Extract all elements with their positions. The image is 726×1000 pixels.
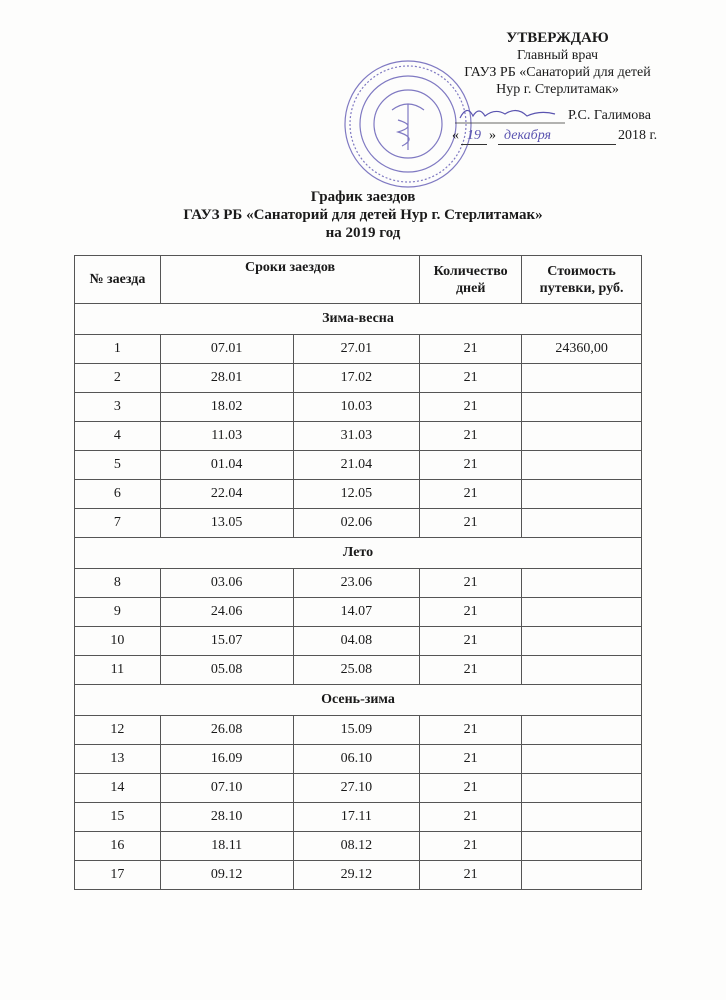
- cell-days: 21: [420, 364, 522, 393]
- cell-end: 08.12: [293, 832, 420, 861]
- header-price: Стоимость путевки, руб.: [522, 256, 642, 304]
- table-row: [75, 745, 642, 774]
- signature: [455, 102, 565, 124]
- table-row: [75, 451, 642, 480]
- cell-start: 07.10: [160, 774, 293, 803]
- cell-start: 22.04: [160, 480, 293, 509]
- cell-end: 29.12: [293, 861, 420, 890]
- signer-name: Р.С. Галимова: [568, 108, 651, 123]
- cell-end: 04.08: [293, 627, 420, 656]
- approval-date: [452, 128, 657, 145]
- stamp-seal: [342, 58, 474, 190]
- cell-price: [522, 774, 642, 803]
- cell-start: 13.05: [160, 509, 293, 538]
- table-row: [75, 861, 642, 890]
- cell-num: 7: [75, 509, 161, 538]
- cell-end: 02.06: [293, 509, 420, 538]
- date-day: 19: [461, 128, 487, 145]
- quote-open: «: [452, 128, 459, 143]
- table-row: [75, 716, 642, 745]
- table-header-row: [75, 256, 642, 304]
- cell-num: 10: [75, 627, 161, 656]
- cell-num: 2: [75, 364, 161, 393]
- table-row: [75, 832, 642, 861]
- approval-block: [440, 30, 675, 98]
- cell-days: 21: [420, 774, 522, 803]
- cell-end: 21.04: [293, 451, 420, 480]
- title-line2: ГАУЗ РБ «Санаторий для детей Нур г. Стерлитамак»: [183, 207, 543, 223]
- cell-price: [522, 393, 642, 422]
- cell-num: 3: [75, 393, 161, 422]
- cell-price: [522, 861, 642, 890]
- table-row: [75, 480, 642, 509]
- cell-start: 01.04: [160, 451, 293, 480]
- cell-start: 05.08: [160, 656, 293, 685]
- document-title: [0, 188, 726, 242]
- cell-num: 14: [75, 774, 161, 803]
- title-line3: на 2019 год: [325, 225, 401, 241]
- approval-org-line1: ГАУЗ РБ «Санаторий для детей: [464, 65, 651, 80]
- table-row: [75, 509, 642, 538]
- cell-end: 15.09: [293, 716, 420, 745]
- header-num: № заезда: [75, 256, 161, 304]
- cell-price: [522, 422, 642, 451]
- cell-price: 24360,00: [522, 335, 642, 364]
- section-row: [75, 538, 642, 569]
- cell-end: 27.01: [293, 335, 420, 364]
- cell-days: 21: [420, 627, 522, 656]
- cell-num: 11: [75, 656, 161, 685]
- cell-price: [522, 451, 642, 480]
- cell-days: 21: [420, 569, 522, 598]
- cell-start: 07.01: [160, 335, 293, 364]
- cell-end: 14.07: [293, 598, 420, 627]
- cell-start: 16.09: [160, 745, 293, 774]
- section-row: [75, 685, 642, 716]
- cell-start: 09.12: [160, 861, 293, 890]
- cell-end: 12.05: [293, 480, 420, 509]
- table-row: [75, 803, 642, 832]
- cell-price: [522, 716, 642, 745]
- cell-end: 25.08: [293, 656, 420, 685]
- cell-start: 15.07: [160, 627, 293, 656]
- cell-days: 21: [420, 451, 522, 480]
- cell-days: 21: [420, 716, 522, 745]
- cell-days: 21: [420, 745, 522, 774]
- cell-days: 21: [420, 832, 522, 861]
- table-row: [75, 364, 642, 393]
- table-row: [75, 656, 642, 685]
- cell-end: 27.10: [293, 774, 420, 803]
- title-line1: График заездов: [310, 189, 416, 205]
- table-row: [75, 598, 642, 627]
- cell-days: 21: [420, 598, 522, 627]
- cell-num: 4: [75, 422, 161, 451]
- cell-days: 21: [420, 480, 522, 509]
- cell-price: [522, 832, 642, 861]
- cell-price: [522, 480, 642, 509]
- approval-org-line2: Нур г. Стерлитамак»: [496, 82, 619, 97]
- cell-price: [522, 803, 642, 832]
- header-dates: Сроки заездов: [160, 256, 419, 304]
- cell-start: 28.10: [160, 803, 293, 832]
- cell-start: 26.08: [160, 716, 293, 745]
- date-month: декабря: [498, 128, 616, 145]
- cell-num: 6: [75, 480, 161, 509]
- cell-days: 21: [420, 393, 522, 422]
- cell-start: 28.01: [160, 364, 293, 393]
- cell-start: 24.06: [160, 598, 293, 627]
- cell-price: [522, 569, 642, 598]
- table-row: [75, 627, 642, 656]
- cell-num: 9: [75, 598, 161, 627]
- cell-num: 17: [75, 861, 161, 890]
- cell-days: 21: [420, 422, 522, 451]
- section-title: Осень-зима: [75, 685, 642, 716]
- cell-days: 21: [420, 509, 522, 538]
- cell-start: 18.02: [160, 393, 293, 422]
- cell-end: 17.11: [293, 803, 420, 832]
- cell-num: 1: [75, 335, 161, 364]
- cell-price: [522, 509, 642, 538]
- cell-days: 21: [420, 803, 522, 832]
- table-row: [75, 335, 642, 364]
- cell-days: 21: [420, 656, 522, 685]
- cell-end: 31.03: [293, 422, 420, 451]
- section-row: [75, 304, 642, 335]
- table-row: [75, 422, 642, 451]
- cell-days: 21: [420, 861, 522, 890]
- cell-price: [522, 627, 642, 656]
- cell-num: 5: [75, 451, 161, 480]
- header-days: Количество дней: [420, 256, 522, 304]
- cell-start: 03.06: [160, 569, 293, 598]
- table-row: [75, 393, 642, 422]
- approval-heading: УТВЕРЖДАЮ: [506, 30, 609, 46]
- cell-end: 23.06: [293, 569, 420, 598]
- cell-num: 15: [75, 803, 161, 832]
- approval-position: Главный врач: [516, 48, 599, 63]
- cell-start: 18.11: [160, 832, 293, 861]
- date-year: 2018 г.: [618, 128, 658, 143]
- cell-end: 17.02: [293, 364, 420, 393]
- cell-price: [522, 598, 642, 627]
- schedule-table: [74, 255, 642, 890]
- cell-price: [522, 364, 642, 393]
- cell-start: 11.03: [160, 422, 293, 451]
- cell-end: 06.10: [293, 745, 420, 774]
- cell-num: 13: [75, 745, 161, 774]
- cell-num: 16: [75, 832, 161, 861]
- table-row: [75, 774, 642, 803]
- section-title: Зима-весна: [75, 304, 642, 335]
- table-row: [75, 569, 642, 598]
- section-title: Лето: [75, 538, 642, 569]
- cell-days: 21: [420, 335, 522, 364]
- quote-close: »: [489, 128, 496, 143]
- cell-num: 8: [75, 569, 161, 598]
- cell-price: [522, 745, 642, 774]
- cell-end: 10.03: [293, 393, 420, 422]
- cell-num: 12: [75, 716, 161, 745]
- cell-price: [522, 656, 642, 685]
